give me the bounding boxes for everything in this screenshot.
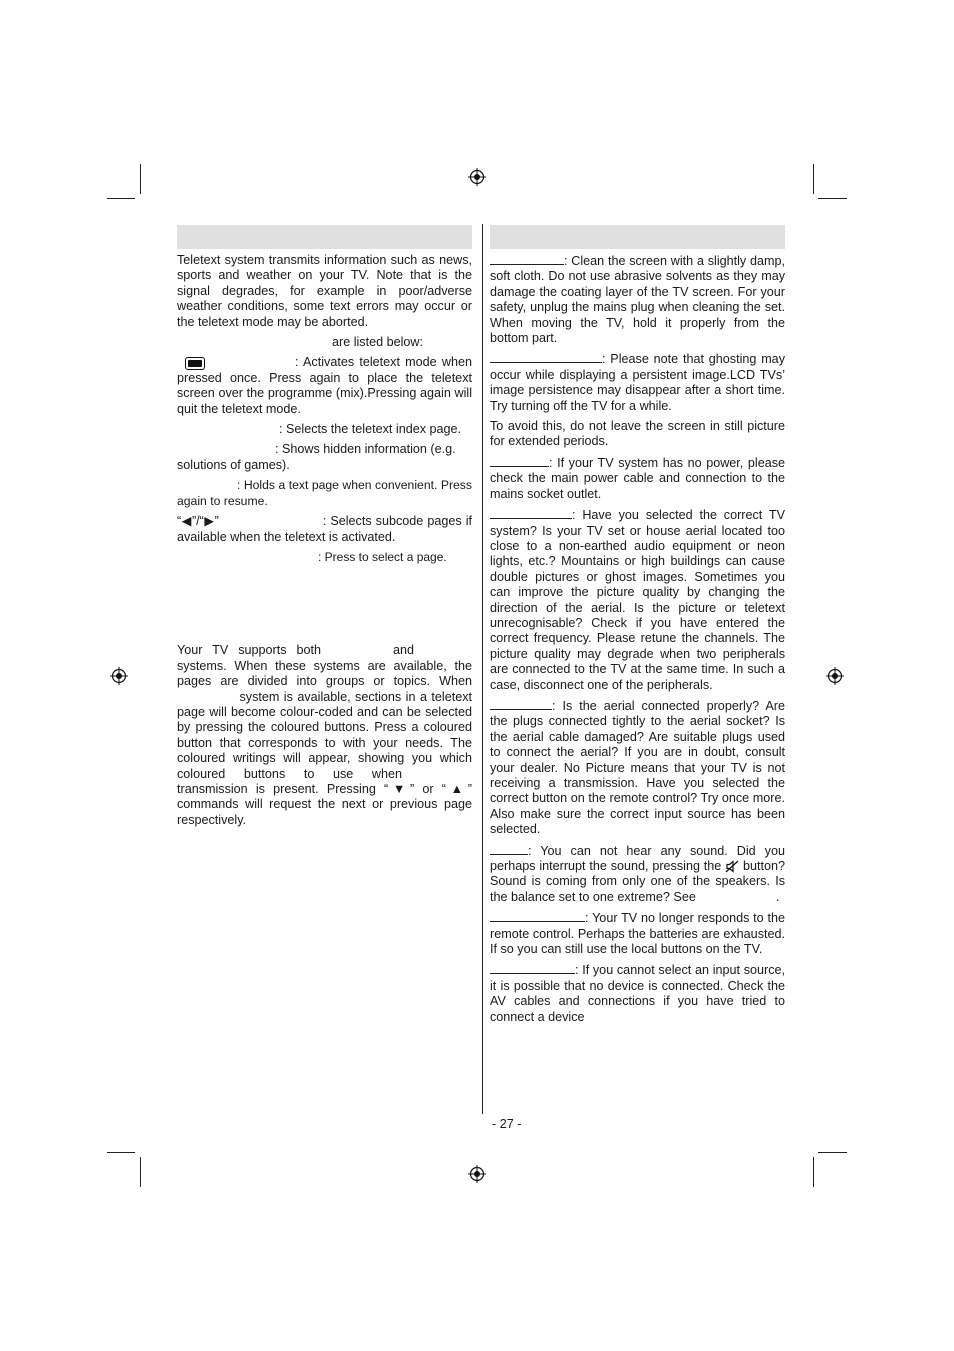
subcode-button-desc: “◀”/“▶” : Selects subcode pages if available when the teletext is activated.: [177, 514, 472, 544]
teletext-button-desc: : Activates teletext mode when pressed once. Press again to place the teletext screen over the programme (mix).Pressing again will quit the teletext mode.: [177, 355, 472, 416]
tip-input-sources: : If you cannot select an input source, it is possible that no device is connected. Check the AV cables and connections if you have tried to connect a device: [490, 963, 785, 1024]
tv-teletext-icon: [185, 357, 205, 370]
tip-image-persistence: : Please note that ghosting may occur while displaying a persistent image.LCD TVs’ image persistence may disappear after a short time. Try turning off the TV for a while.: [490, 352, 785, 413]
crop-mark: [813, 1157, 814, 1187]
tip-poor-picture: : Have you selected the correct TV system? Is your TV set or house aerial located too close to a non-earthed audio equipment or neon lights, etc.? Mountains or high buildings can cause double pictures or ghost images. Sometimes you can improve the picture quality by changing the direction of the aerial. Is the picture or teletext unrecognisable? Check if you have entered the correct frequency. Please retune the channels. The picture quality may degrade when two peripherals are connected to the TV at the same time. In such a case, disconnect one of the peripherals.: [490, 508, 785, 692]
page-number: - 27 -: [492, 1117, 522, 1131]
right-column: [490, 225, 785, 1030]
teletext-buttons-intro: are listed below:: [332, 335, 424, 350]
tip-no-power: : If your TV system has no power, please check the main power cable and connection to the mains socket outlet.: [490, 455, 785, 501]
section-header-bar: [177, 225, 472, 249]
registration-mark-icon: [468, 168, 486, 186]
crop-mark: [107, 198, 135, 199]
crop-mark: [107, 1152, 135, 1153]
crop-mark: [818, 1152, 847, 1153]
column-divider: [482, 224, 483, 1114]
registration-mark-icon: [468, 1165, 486, 1183]
registration-mark-icon: [826, 667, 844, 685]
tip-no-picture: : Is the aerial connected properly? Are the plugs connected tightly to the aerial socket? Is the aerial cable damaged? Are suitable plugs used to connect the aerial? If you are in doubt, consult your dealer. No Picture means that your TV is not receiving a transmission. Have you selected the correct button on the remote control? Try once more. Also make sure the correct input source has been selected.: [490, 698, 785, 837]
tip-remote-control: : Your TV no longer responds to the remote control. Perhaps the batteries are exhausted. If so you can still use the local buttons on the TV.: [490, 911, 785, 957]
section-header-bar: [490, 225, 785, 249]
crop-mark: [818, 198, 847, 199]
tip-still-picture: To avoid this, do not leave the screen in still picture for extended periods.: [490, 419, 785, 449]
crop-mark: [140, 1157, 141, 1187]
tip-sound: : You can not hear any sound. Did you perhaps interrupt the sound, pressing the button? Sound is coming from only one of the speakers. Is the balance set to one extreme? See .: [490, 843, 786, 904]
page-select-desc: : Press to select a page.: [318, 549, 447, 564]
hold-button-desc: : Holds a text page when convenient. Press again to resume.: [177, 478, 472, 508]
crop-mark: [813, 164, 814, 194]
registration-mark-icon: [110, 667, 128, 685]
reveal-button-desc: : Shows hidden information (e.g.: [275, 442, 456, 457]
tip-screen-care: : Clean the screen with a slightly damp, soft cloth. Do not use abrasive solvents as they may damage the coating layer of the TV screen. For your safety, unplug the mains plug when cleaning the set. When moving the TV, hold it properly from the bottom part.: [490, 254, 785, 346]
index-button-desc: : Selects the teletext index page.: [279, 422, 462, 437]
reveal-button-desc-cont: solutions of games).: [177, 457, 290, 472]
teletext-intro: Teletext system transmits information such as news, sports and weather on your TV. Note that is the signal degrades, for example in poor/adverse weather conditions, some text errors may occur or the teletext mode may be aborted.: [177, 253, 472, 329]
left-column: [177, 225, 472, 833]
mute-icon: [725, 860, 739, 873]
fastext-toptext-desc: Your TV supports both and systems. When these systems are available, the pages are divided into groups or topics. When system is available, sections in a teletext page will become colour-coded and can be selected by pressing the coloured buttons. Press a coloured button that corresponds to with your needs. The coloured writings will appear, showing you which coloured buttons to use when transmission is present. Pressing “▼” or “▲” commands will request the next or previous page respectively.: [177, 643, 473, 827]
crop-mark: [140, 164, 141, 194]
